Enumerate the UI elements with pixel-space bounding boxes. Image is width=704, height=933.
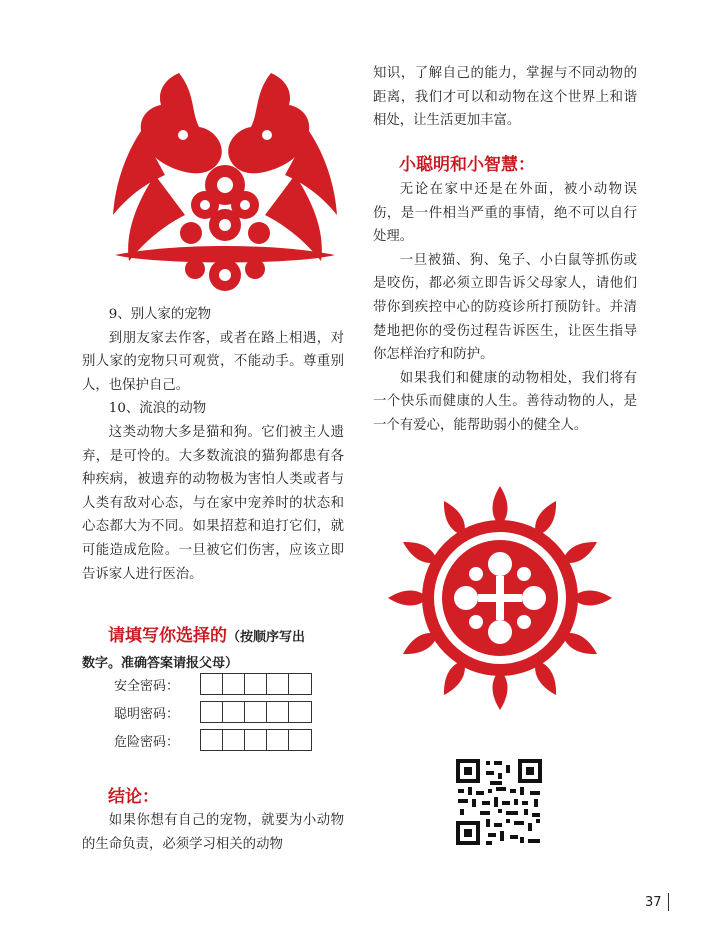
conclusion-paragraph: 如果你想有自己的宠物，就要为小动物的生命负责，必须学习相关的动物 bbox=[82, 813, 344, 852]
safety-code-input[interactable] bbox=[200, 673, 312, 695]
item10-title: 10、流浪的动物 bbox=[108, 401, 207, 417]
danger-code-label: 危险密码： bbox=[114, 734, 180, 750]
smart-paragraph-1: 无论在家中还是在外面，被小动物误伤，是一件相当严重的事情，绝不可以自行处理。 bbox=[373, 182, 637, 245]
phoenix-papercut-image bbox=[95, 65, 355, 295]
section-heading-smart: 小聪明和小智慧： bbox=[399, 155, 535, 175]
smart-code-label: 聪明密码： bbox=[114, 706, 180, 722]
fill-heading: 请填写你选择的 bbox=[108, 626, 227, 646]
qr-code-image bbox=[454, 757, 544, 847]
page-number: 37 bbox=[645, 895, 662, 910]
safety-code-label: 安全密码： bbox=[114, 678, 180, 694]
item10-paragraph: 这类动物大多是猫和狗。它们被主人遗弃，是可怜的。大多数流浪的猫狗都患有各种疾病，被遗弃的动物极为害怕人类或者与人类有敌对心态，与在家中宠养时的状态和心态都大为不同。如果招惹和追打它们，就可能造成危险。一旦被它们伤害，应该立即告诉家人进行医治。 bbox=[82, 424, 344, 582]
password-grids bbox=[114, 673, 312, 757]
safety-code-row bbox=[114, 673, 312, 695]
smart-code-row bbox=[114, 701, 312, 723]
smart-paragraph-3: 如果我们和健康的动物相处，我们将有一个快乐而健康的人生。善待动物的人，是一个有爱心，能帮助弱小的健全人。 bbox=[373, 370, 637, 433]
conclusion-heading: 结论： bbox=[108, 787, 159, 807]
smart-paragraph-2: 一旦被猫、狗、兔子、小白鼠等抓伤或是咬伤，都必须立即告诉父母家人，请他们带你到疾控中心的防疫诊所打预防针。并清楚地把你的受伤过程告诉医生，让医生指导你怎样治疗和防护。 bbox=[373, 252, 637, 363]
fill-instruction bbox=[82, 623, 347, 677]
fill-note-a: （按顺序写出 bbox=[227, 630, 306, 645]
fill-note-b: 数字。准确答案请报父母） bbox=[82, 656, 239, 671]
danger-code-row bbox=[114, 729, 312, 751]
continuation-paragraph: 知识，了解自己的能力，掌握与不同动物的距离，我们才可以和动物在这个世界上和谐相处，让生活更加丰富。 bbox=[373, 66, 637, 129]
round-papercut-image bbox=[365, 484, 635, 712]
smart-code-input[interactable] bbox=[200, 701, 312, 723]
danger-code-input[interactable] bbox=[200, 729, 312, 751]
item9-paragraph: 到朋友家去作客，或者在路上相遇，对别人家的宠物只可观赏，不能动手。尊重别人，也保护自己。 bbox=[82, 330, 344, 393]
page-number-divider bbox=[668, 893, 669, 911]
item9-title: 9、别人家的宠物 bbox=[108, 307, 212, 322]
